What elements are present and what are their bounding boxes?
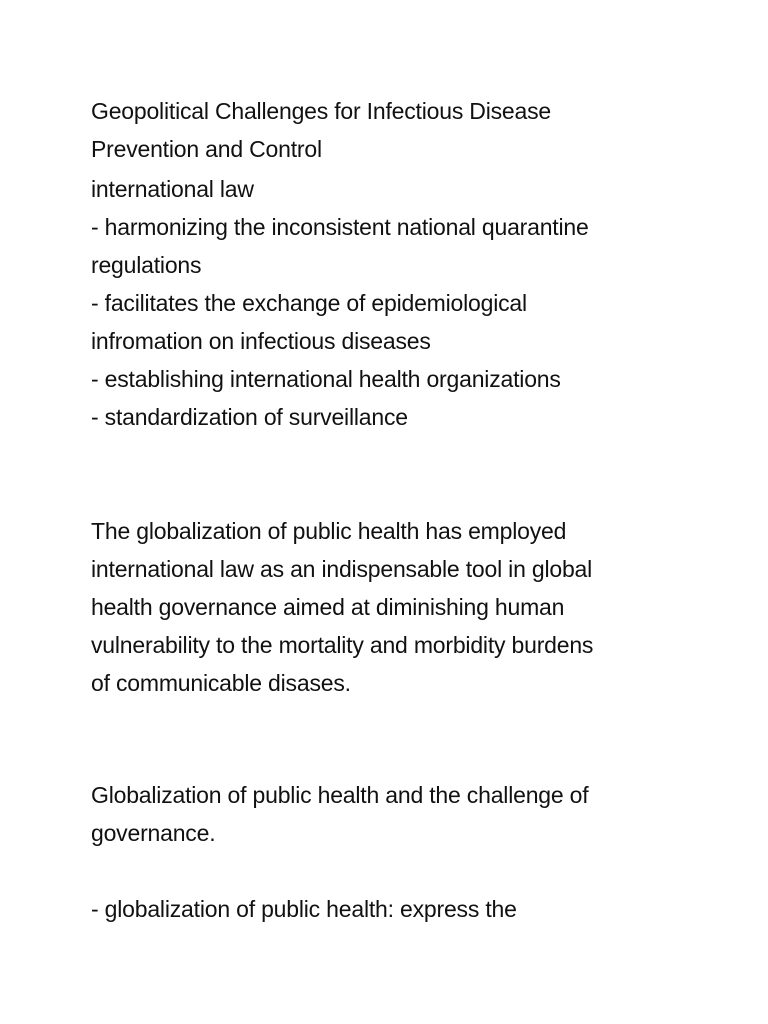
title-line-2: Prevention and Control: [91, 136, 322, 162]
spacer: [91, 702, 691, 776]
list-line-3: - facilitates the exchange of epidemiological: [91, 290, 527, 316]
list-intro: international law: [91, 176, 254, 202]
paragraph-line-3: health governance aimed at diminishing human: [91, 594, 565, 620]
section-line-2: governance.: [91, 820, 216, 846]
paragraph-line-2: international law as an indispensable tool in global: [91, 556, 593, 582]
spacer: [91, 436, 691, 512]
section-heading: [91, 776, 691, 852]
list-line-2: regulations: [91, 252, 202, 278]
list-line-5: - establishing international health organizations: [91, 366, 561, 392]
paragraph-line-4: vulnerability to the mortality and morbidity burdens: [91, 632, 594, 658]
list-line-1: - harmonizing the inconsistent national quarantine: [91, 214, 589, 240]
paragraph-line-1: The globalization of public health has employed: [91, 518, 567, 544]
international-law-list: [91, 170, 691, 436]
document-title: [91, 92, 691, 168]
list-line-4: infromation on infectious diseases: [91, 328, 431, 354]
globalization-paragraph: [91, 512, 691, 702]
paragraph-line-5: of communicable disases.: [91, 670, 351, 696]
spacer: [91, 852, 691, 890]
bullet-line: - globalization of public health: express the: [91, 896, 517, 922]
title-line-1: Geopolitical Challenges for Infectious Disease: [91, 98, 551, 124]
section-line-1: Globalization of public health and the challenge of: [91, 782, 589, 808]
list-line-6: - standardization of surveillance: [91, 404, 408, 430]
document-body: [91, 92, 691, 928]
